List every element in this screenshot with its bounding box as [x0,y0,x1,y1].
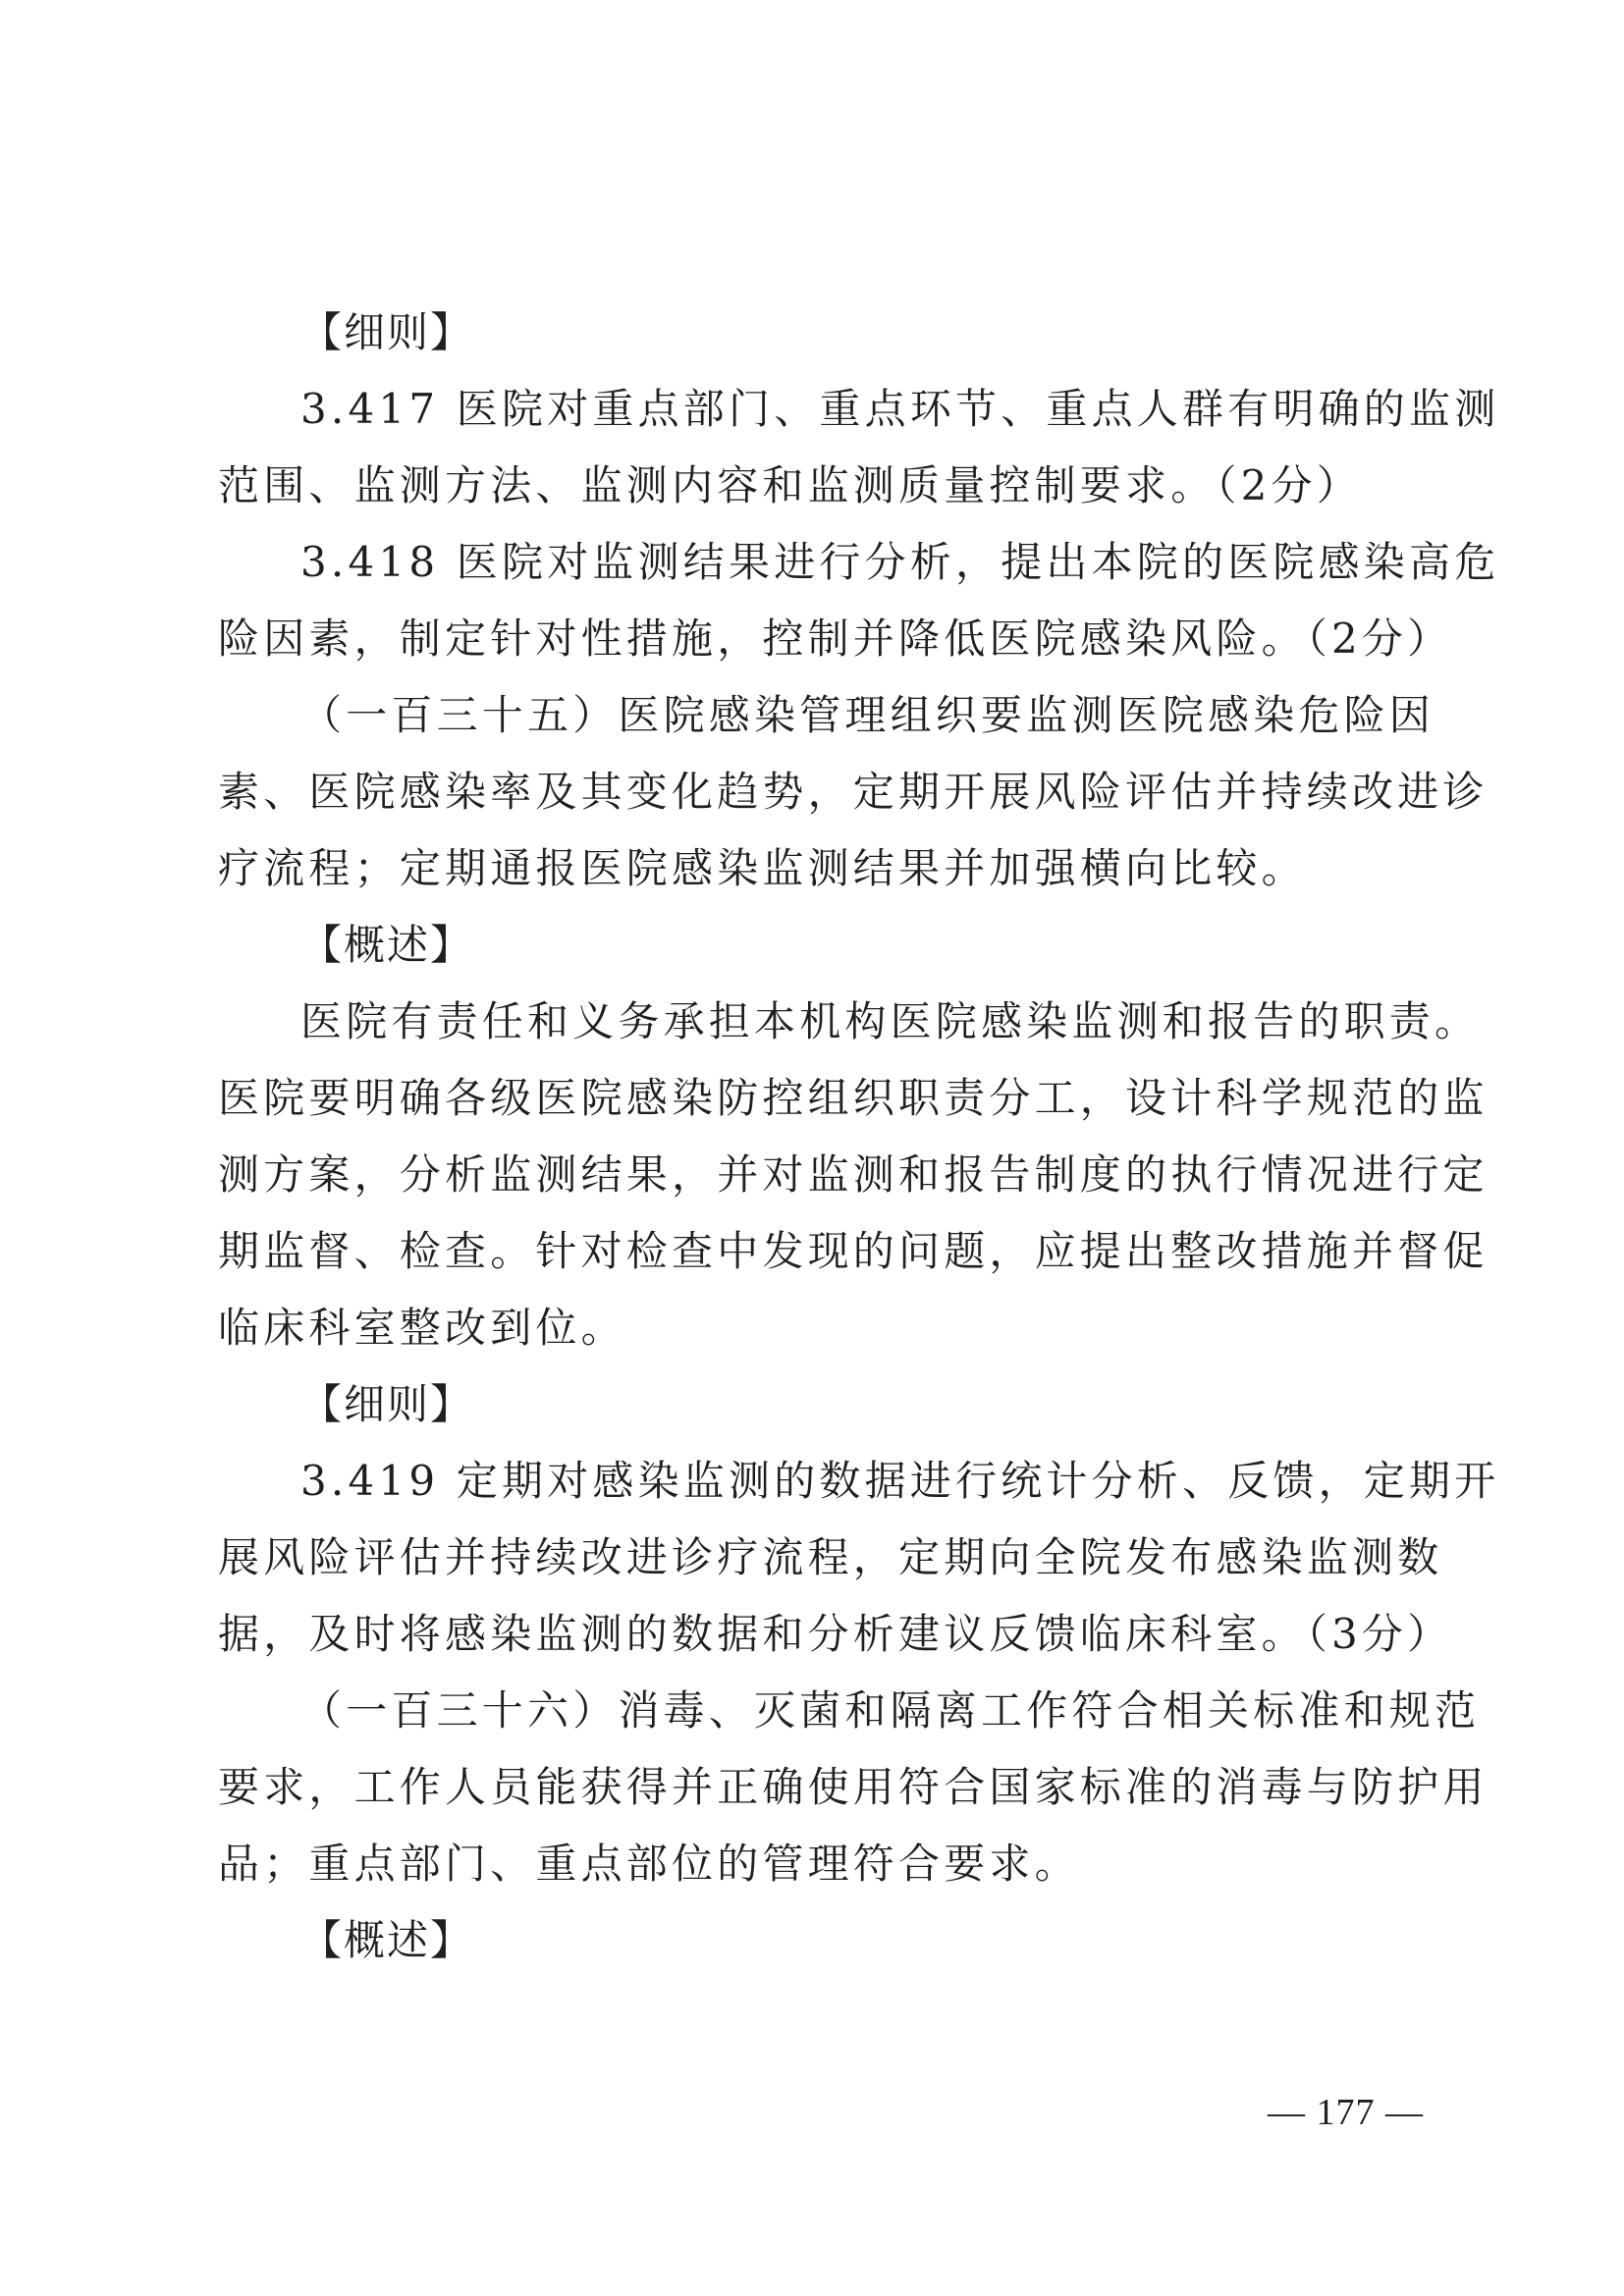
paragraph-line: 范围、监测方法、监测内容和监测质量控制要求。（2分） [218,461,1362,509]
paragraph-line: 3.417 医院对重点部门、重点环节、重点人群有明确的监测 [300,385,1500,433]
paragraph-line: 期监督、检查。针对检查中发现的问题，应提出整改措施并督促 [218,1227,1489,1275]
paragraph-line: （一百三十六）消毒、灭菌和隔离工作符合相关标准和规范 [300,1686,1481,1735]
paragraph-line: 素、医院感染率及其变化趋势，定期开展风险评估并持续改进诊 [218,768,1489,816]
paragraph-line: 据，及时将感染监测的数据和分析建议反馈临床科室。（3分） [218,1610,1453,1658]
paragraph-line: 展风险评估并持续改进诊疗流程，定期向全院发布感染监测数 [218,1533,1443,1581]
section-heading-overview: 【概述】 [300,1916,474,1964]
paragraph-line: 3.418 医院对监测结果进行分析，提出本院的医院感染高危 [300,538,1500,586]
paragraph-line: 医院要明确各级医院感染防控组织职责分工，设计科学规范的监 [218,1074,1489,1122]
paragraph-line: 险因素，制定针对性措施，控制并降低医院感染风险。（2分） [218,614,1453,663]
paragraph-line: 要求，工作人员能获得并正确使用符合国家标准的消毒与防护用 [218,1763,1489,1811]
section-heading-details: 【细则】 [300,1380,474,1428]
paragraph-line: 疗流程；定期通报医院感染监测结果并加强横向比较。 [218,844,1307,892]
paragraph-line: 3.419 定期对感染监测的数据进行统计分析、反馈，定期开 [300,1457,1500,1505]
paragraph-line: 品；重点部门、重点部位的管理符合要求。 [218,1840,1080,1888]
paragraph-line: （一百三十五）医院感染管理组织要监测医院感染危险因 [300,691,1435,739]
document-body [218,294,1500,1979]
section-heading-overview: 【概述】 [300,921,474,969]
paragraph-line: 临床科室整改到位。 [218,1304,626,1352]
paragraph-line: 医院有责任和义务承担本机构医院感染监测和报告的职责。 [300,997,1481,1045]
page-number: — 177 — [1268,2092,1424,2133]
paragraph-line: 测方案，分析监测结果，并对监测和报告制度的执行情况进行定 [218,1150,1489,1199]
section-heading-details: 【细则】 [300,308,474,356]
